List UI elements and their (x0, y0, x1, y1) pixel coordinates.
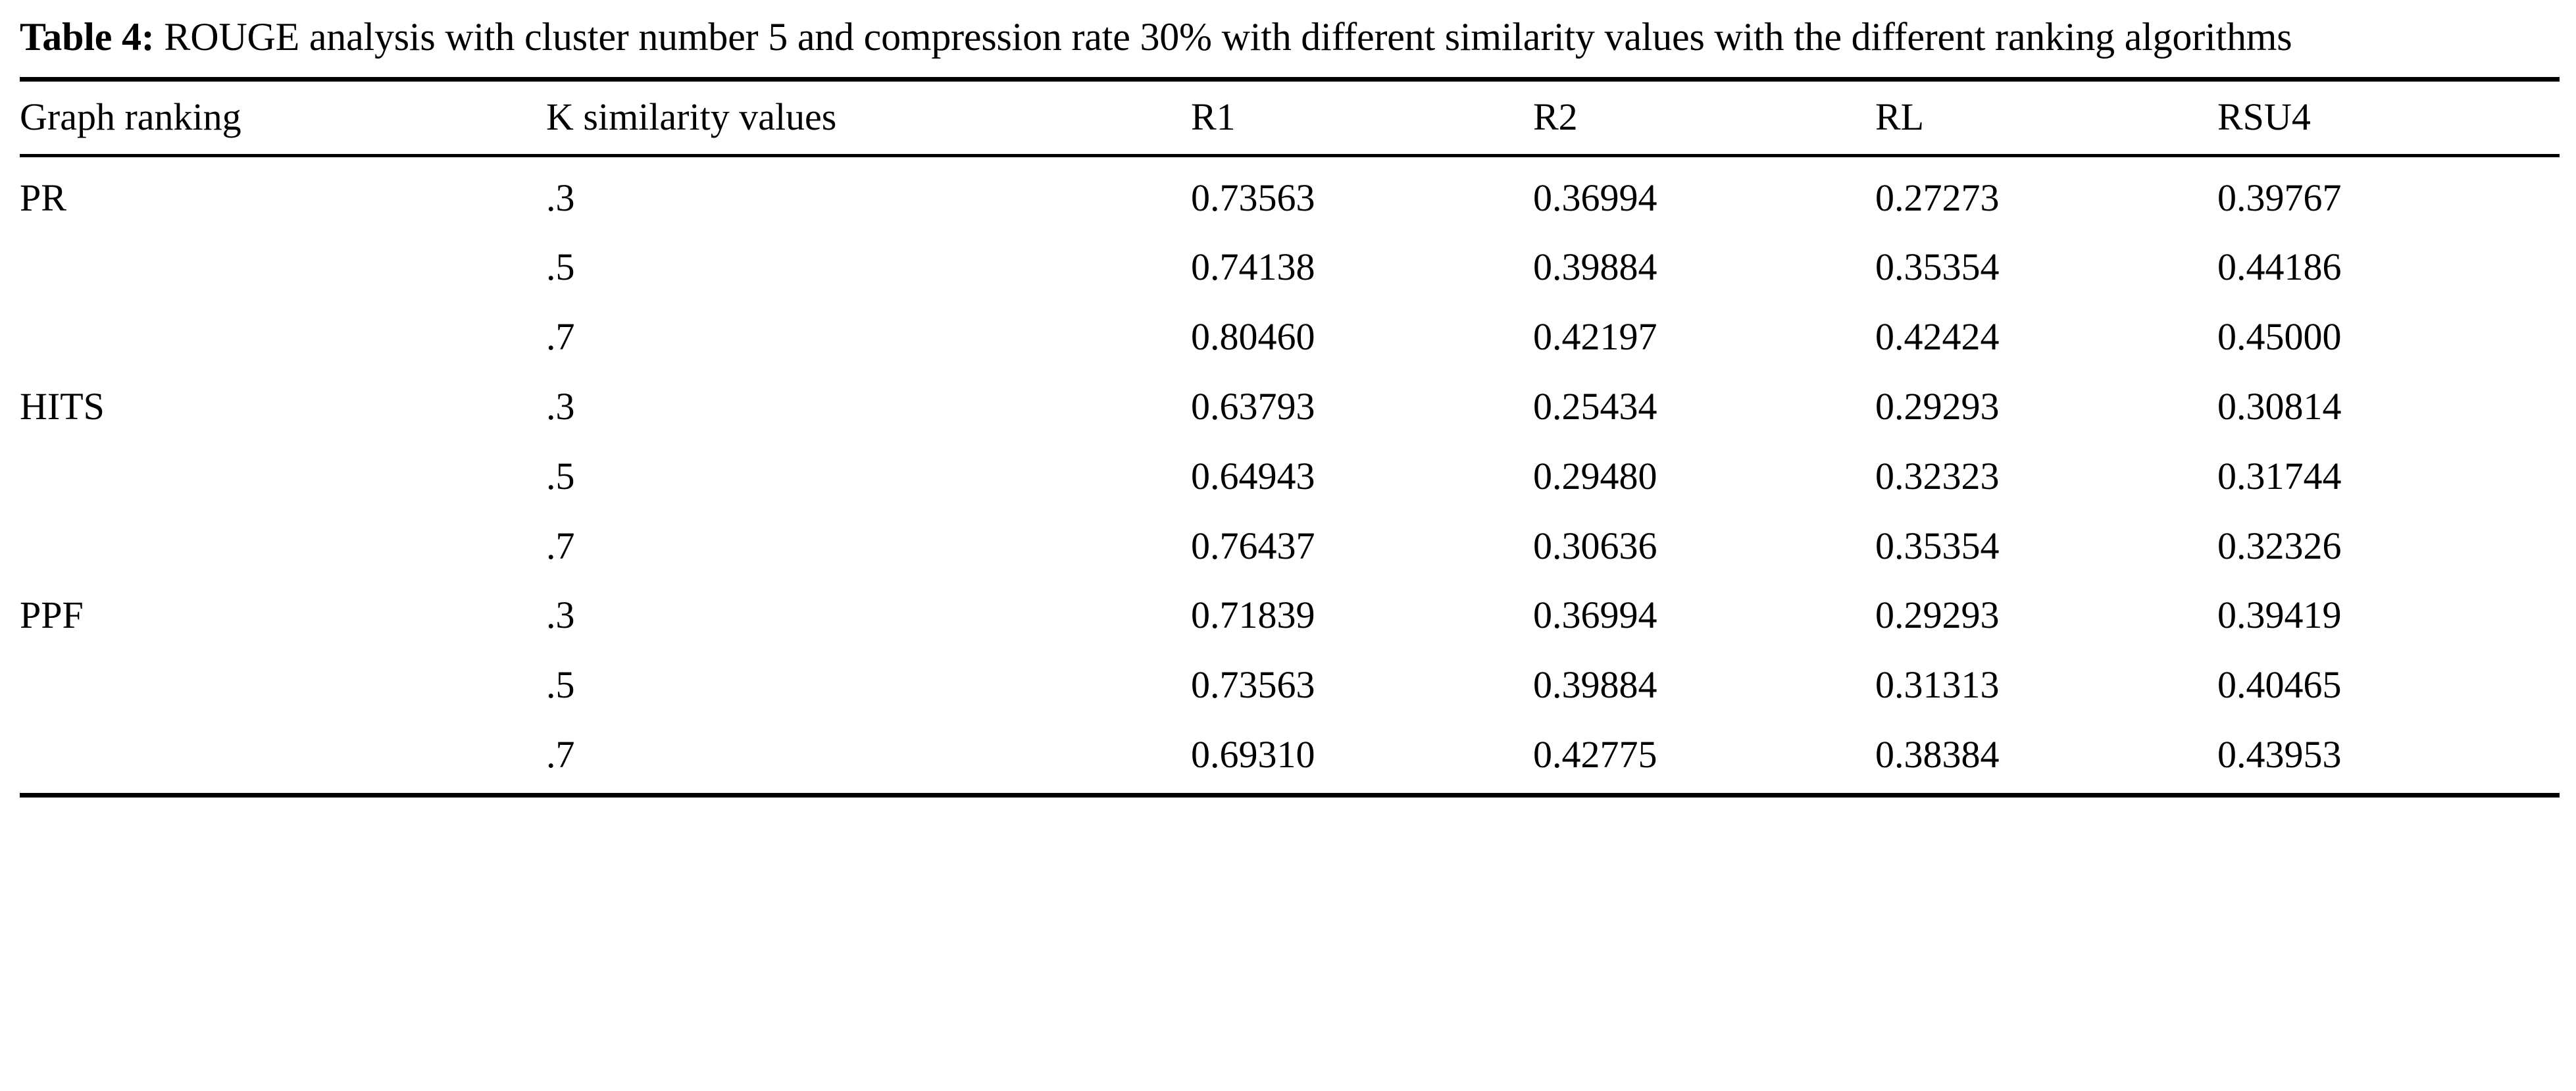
cell-rsu4: 0.31744 (2217, 454, 2342, 497)
cell-rsu4: 0.40465 (2217, 663, 2342, 707)
cell-k-similarity: .7 (546, 524, 575, 567)
cell-graph-ranking: PPF (20, 594, 84, 637)
cell-r1: 0.64943 (1191, 454, 1315, 497)
cell-rsu4: 0.39767 (2217, 176, 2342, 219)
cell-k-similarity: .5 (546, 663, 575, 707)
cell-rsu4: 0.39419 (2217, 594, 2342, 637)
table-caption-text: ROUGE analysis with cluster number 5 and compression rate 30% with different similarity values with the different ranking algorithms (164, 15, 2292, 59)
cell-r1: 0.76437 (1191, 524, 1315, 567)
cell-rl: 0.32323 (1875, 454, 2000, 497)
cell-graph-ranking (20, 302, 546, 372)
cell-r1: 0.80460 (1191, 315, 1315, 359)
table-header-row (20, 79, 2560, 155)
table-bottom-rule-row (20, 795, 2560, 798)
table-row (20, 372, 2560, 442)
table-row (20, 650, 2560, 720)
column-header-graph-ranking: Graph ranking (20, 95, 241, 138)
cell-k-similarity: .3 (546, 384, 575, 428)
cell-r2: 0.36994 (1533, 176, 1657, 219)
cell-r1: 0.73563 (1191, 663, 1315, 707)
cell-r2: 0.39884 (1533, 663, 1657, 707)
cell-k-similarity: .3 (546, 176, 575, 219)
cell-r2: 0.25434 (1533, 384, 1657, 428)
table-body (20, 155, 2560, 795)
table-row (20, 580, 2560, 650)
table-row (20, 720, 2560, 795)
column-header-r2: R2 (1533, 95, 1578, 138)
cell-r2: 0.42197 (1533, 315, 1657, 359)
column-header-rl: RL (1875, 95, 1925, 138)
cell-graph-ranking: PR (20, 176, 66, 219)
cell-rl: 0.38384 (1875, 732, 2000, 776)
cell-rsu4: 0.44186 (2217, 245, 2342, 289)
cell-k-similarity: .5 (546, 454, 575, 497)
cell-r1: 0.71839 (1191, 594, 1315, 637)
table-row (20, 302, 2560, 372)
cell-r1: 0.63793 (1191, 384, 1315, 428)
column-header-rsu4: RSU4 (2217, 95, 2311, 138)
cell-graph-ranking (20, 232, 546, 302)
rouge-results-table (20, 77, 2560, 798)
cell-rsu4: 0.43953 (2217, 732, 2342, 776)
cell-graph-ranking (20, 442, 546, 511)
cell-r1: 0.74138 (1191, 245, 1315, 289)
cell-rl: 0.35354 (1875, 524, 2000, 567)
table-row (20, 442, 2560, 511)
cell-graph-ranking (20, 511, 546, 581)
cell-rl: 0.35354 (1875, 245, 2000, 289)
cell-k-similarity: .5 (546, 245, 575, 289)
cell-r1: 0.69310 (1191, 732, 1315, 776)
cell-k-similarity: .3 (546, 594, 575, 637)
table-header (20, 79, 2560, 155)
cell-rl: 0.29293 (1875, 594, 2000, 637)
cell-graph-ranking: HITS (20, 384, 105, 428)
cell-r2: 0.39884 (1533, 245, 1657, 289)
column-header-k-similarity-values: K similarity values (546, 95, 837, 138)
cell-rsu4: 0.45000 (2217, 315, 2342, 359)
cell-rsu4: 0.30814 (2217, 384, 2342, 428)
table-caption (20, 12, 2556, 63)
cell-r2: 0.42775 (1533, 732, 1657, 776)
cell-r2: 0.36994 (1533, 594, 1657, 637)
table-row (20, 155, 2560, 232)
table-row (20, 232, 2560, 302)
cell-k-similarity: .7 (546, 315, 575, 359)
cell-rl: 0.27273 (1875, 176, 2000, 219)
cell-r2: 0.30636 (1533, 524, 1657, 567)
table-row (20, 511, 2560, 581)
cell-graph-ranking (20, 720, 546, 795)
cell-k-similarity: .7 (546, 732, 575, 776)
cell-rl: 0.29293 (1875, 384, 2000, 428)
cell-rl: 0.31313 (1875, 663, 2000, 707)
table-bottom-rule-cell (20, 795, 2560, 798)
column-header-r1: R1 (1191, 95, 1236, 138)
table-caption-label: Table 4: (20, 15, 155, 59)
cell-rsu4: 0.32326 (2217, 524, 2342, 567)
cell-r2: 0.29480 (1533, 454, 1657, 497)
table-bottom-rule (20, 795, 2560, 798)
cell-rl: 0.42424 (1875, 315, 2000, 359)
cell-graph-ranking (20, 650, 546, 720)
cell-r1: 0.73563 (1191, 176, 1315, 219)
